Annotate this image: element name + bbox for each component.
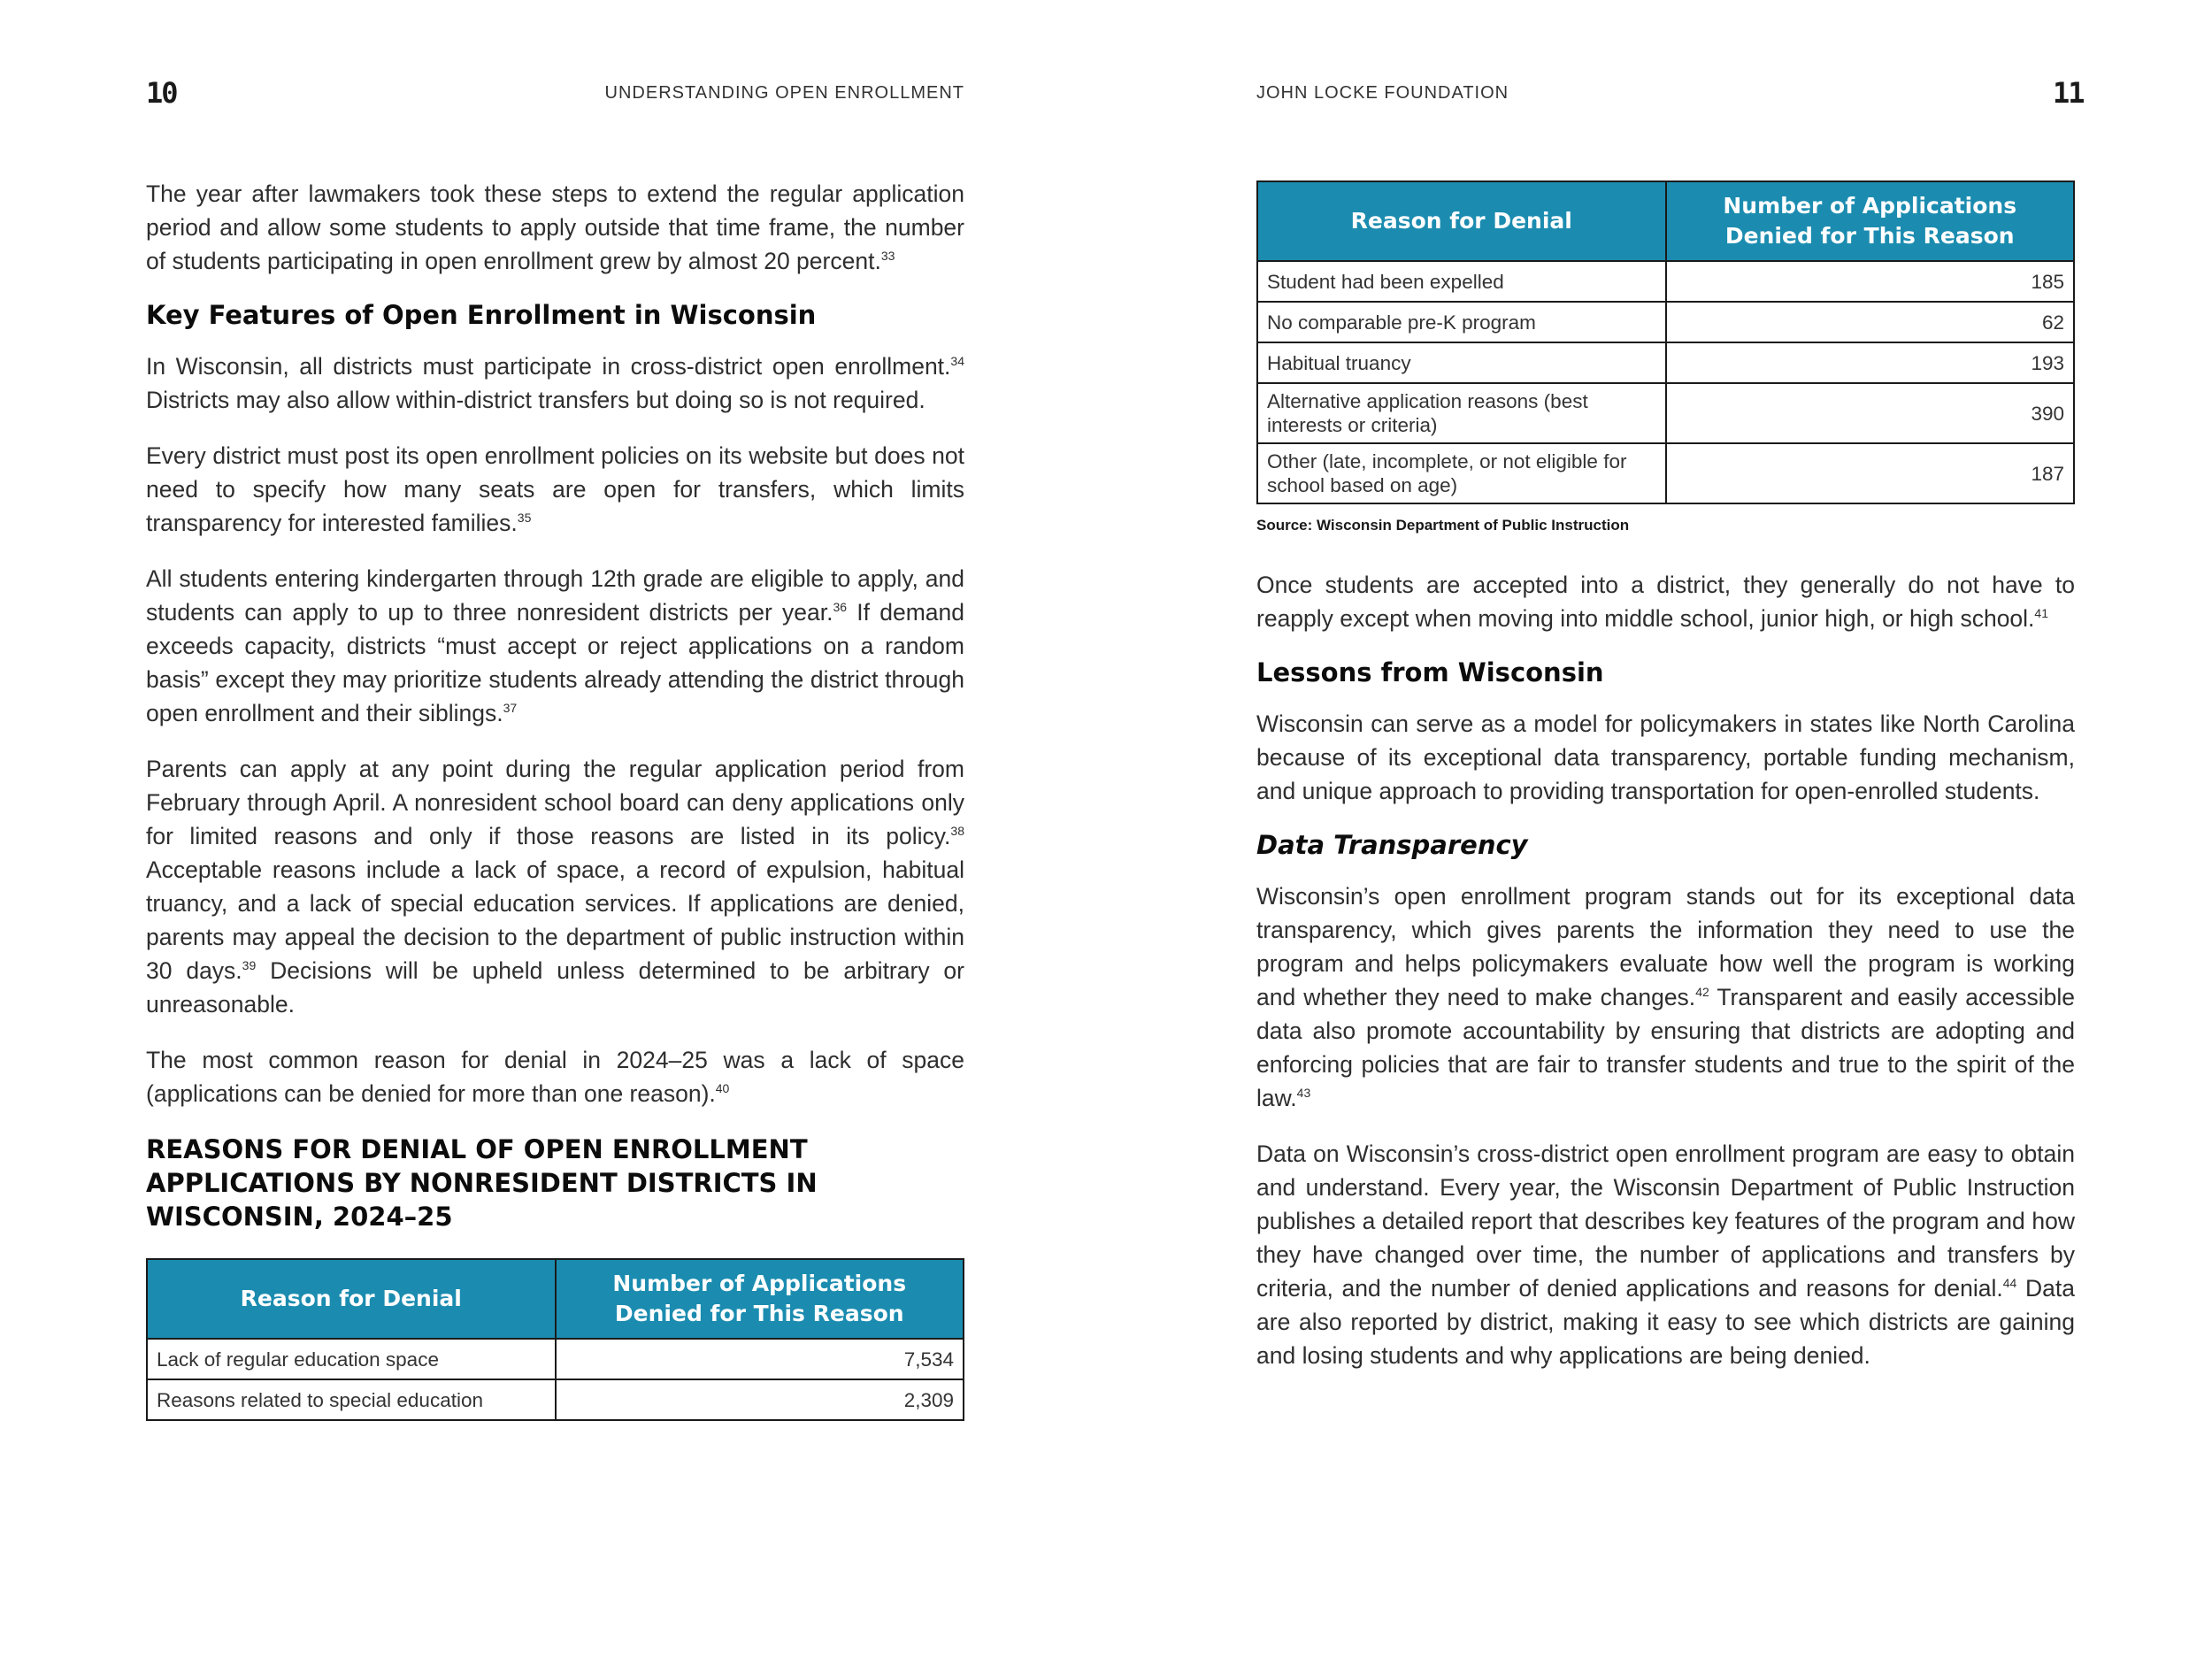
table-header-row xyxy=(1257,181,2074,261)
count-cell: 7,534 xyxy=(556,1339,964,1379)
table-source-note: Source: Wisconsin Department of Public Instruction xyxy=(1256,517,1630,534)
table-row xyxy=(1257,302,2074,342)
paragraph: All students entering kindergarten through 12th grade are eligible to apply, and students can apply to up to three nonresident districts per year.$^{36}$ If demand exceeds capacity, districts “must accept or reject applications on a random basis” except they may prioritize students already attending the district through open enrollment and their siblings.$^{37}$ xyxy=(146,565,965,726)
left-page-content xyxy=(146,177,964,1421)
paragraph: Wisconsin’s open enrollment program stands out for its exceptional data transparency, which gives parents the information they need to use the program and helps policymakers evaluate how well the program is working and whether they need to make changes.$^{42}$ Transparent and easily accessible data also promote accountability by ensuring that districts are adopting and enforcing policies that are fair to transfer students and true to the spirit of the law.$^{43}$ xyxy=(1256,883,2075,1111)
reason-cell: Alternative application reasons (best interests or criteria) xyxy=(1257,383,1666,443)
reason-cell: Student had been expelled xyxy=(1257,261,1666,302)
denial-reasons-table-continued xyxy=(1256,180,2075,504)
section-heading: Lessons from Wisconsin xyxy=(1256,657,1604,687)
count-cell: 62 xyxy=(1666,302,2075,342)
column-header-reason: Reason for Denial xyxy=(147,1259,556,1339)
count-cell: 193 xyxy=(1666,342,2075,383)
paragraph: The most common reason for denial in 2024–25 was a lack of space (applications can be denied for more than one reason).$^{40}$ xyxy=(146,1047,964,1107)
column-header-count: Number of Applications Denied for This Reason xyxy=(1666,181,2075,261)
paragraph: The year after lawmakers took these steps to extend the regular application period and allow some students to apply outside that time frame, the number of students participating in open enrollment grew by almost 20 percent.$^{33}$ xyxy=(146,180,964,274)
section-heading: Key Features of Open Enrollment in Wisconsin xyxy=(146,300,817,330)
footnote-ref[interactable]: 34 xyxy=(950,354,964,368)
table-row xyxy=(1257,261,2074,302)
footnote-ref[interactable]: 42 xyxy=(1695,985,1709,999)
paragraph: Wisconsin can serve as a model for policymakers in states like North Carolina because of its exceptional data transparency, portable funding mechanism, and unique approach to providing transportation for open-enrolled students. xyxy=(1256,710,2075,804)
table-title: REASONS FOR DENIAL OF OPEN ENROLLMENT APPLICATIONS BY NONRESIDENT DISTRICTS IN WISCONSIN, 2024–25 xyxy=(146,1134,818,1232)
running-head: JOHN LOCKE FOUNDATION xyxy=(1256,83,1509,103)
right-page-content xyxy=(1256,180,2075,1394)
footnote-ref[interactable]: 37 xyxy=(503,701,518,715)
reason-cell: No comparable pre-K program xyxy=(1257,302,1666,342)
footnote-ref[interactable]: 40 xyxy=(715,1081,730,1095)
denial-reasons-table xyxy=(146,1258,964,1421)
footnote-ref[interactable]: 36 xyxy=(833,600,848,614)
table-row xyxy=(1257,443,2074,503)
footnote-ref[interactable]: 35 xyxy=(517,511,532,525)
paragraph: Once students are accepted into a district, they generally do not have to reapply except when moving into middle school, junior high, or high school.$^{41}$ xyxy=(1256,572,2075,632)
footnote-ref[interactable]: 38 xyxy=(950,824,964,838)
paragraph: In Wisconsin, all districts must participate in cross-district open enrollment.$^{34}$ Districts may also allow within-district transfers but doing so is not required. xyxy=(146,353,964,413)
footnote-ref[interactable]: 44 xyxy=(2002,1276,2017,1290)
count-cell: 2,309 xyxy=(556,1379,964,1420)
column-header-reason: Reason for Denial xyxy=(1257,181,1666,261)
footnote-ref[interactable]: 39 xyxy=(242,958,257,972)
table-row xyxy=(147,1339,964,1379)
paragraph: Parents can apply at any point during the regular application period from February through April. A nonresident school board can deny applications only for limited reasons and only if those reasons are listed in its policy.$^{38}$ Acceptable reasons include a lack of space, a record of expulsion, habitual truancy, and a lack of special education services. If applications are denied, parents may appeal the decision to the department of public instruction within 30 days.$^{39}$ Decisions will be upheld unless determined to be arbitrary or unreasonable. xyxy=(146,756,964,1018)
footnote-ref[interactable]: 41 xyxy=(2034,606,2048,620)
footnote-ref[interactable]: 33 xyxy=(880,249,895,263)
count-cell: 187 xyxy=(1666,443,2075,503)
table-row xyxy=(1257,342,2074,383)
reason-cell: Other (late, incomplete, or not eligible for school based on age) xyxy=(1257,443,1666,503)
page-number: 10 xyxy=(146,76,177,110)
reason-cell: Habitual truancy xyxy=(1257,342,1666,383)
page-number: 11 xyxy=(2053,76,2084,110)
right-page xyxy=(1106,0,2212,1659)
footnote-ref[interactable]: 43 xyxy=(1296,1086,1311,1100)
count-cell: 185 xyxy=(1666,261,2075,302)
running-head: UNDERSTANDING OPEN ENROLLMENT xyxy=(604,83,964,103)
paragraph: Data on Wisconsin’s cross-district open enrollment program are easy to obtain and understand. Every year, the Wisconsin Department of Public Instruction publishes a detailed report that describes key features of the program and how they have changed over time, the number of applications and transfers by criteria, and the number of denied applications and reasons for denial.$^{44}$ Data are also reported by district, making it easy to see which districts are gaining and losing students and why applications are being denied. xyxy=(1256,1141,2076,1369)
column-header-count: Number of Applications Denied for This Reason xyxy=(556,1259,964,1339)
subsection-heading: Data Transparency xyxy=(1256,830,1528,860)
reason-cell: Reasons related to special education xyxy=(147,1379,556,1420)
table-row xyxy=(147,1379,964,1420)
table-row xyxy=(1257,383,2074,443)
paragraph: Every district must post its open enrollment policies on its website but does not need to specify how many seats are open for transfers, which limits transparency for interested families.$^{35}$ xyxy=(146,442,964,536)
table-header-row xyxy=(147,1259,964,1339)
count-cell: 390 xyxy=(1666,383,2075,443)
reason-cell: Lack of regular education space xyxy=(147,1339,556,1379)
